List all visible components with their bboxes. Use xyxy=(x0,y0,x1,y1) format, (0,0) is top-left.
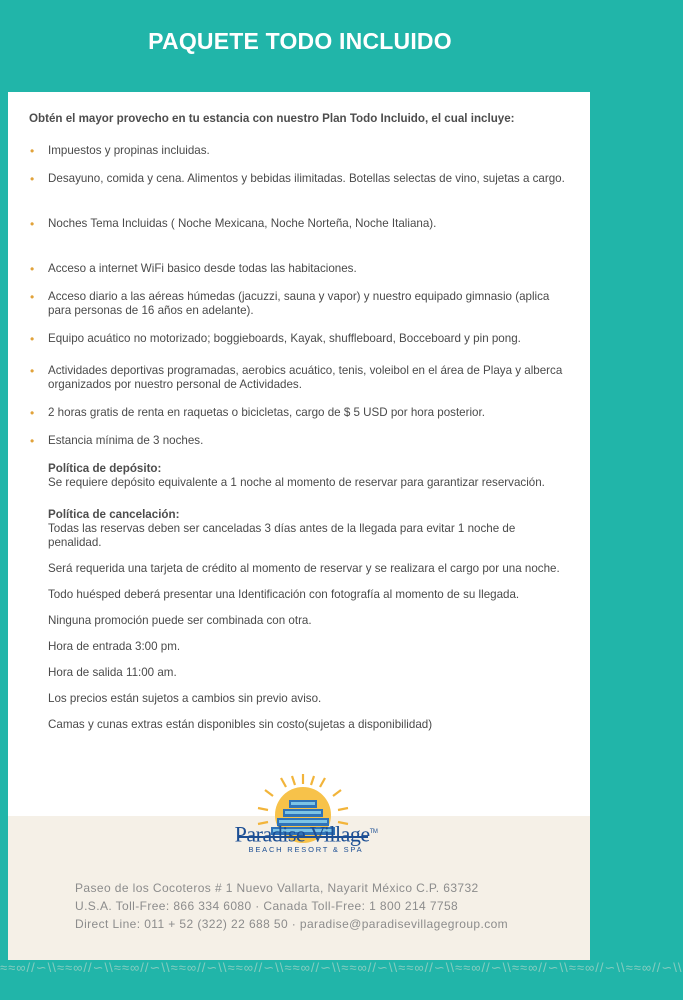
list-item: • Desayuno, comida y cena. Alimentos y bebidas ilimitadas. Botellas selectas de vino, sujetas a cargo. xyxy=(30,172,565,186)
note-item: Camas y cunas extras están disponibles sin costo(sujetas a disponibilidad) xyxy=(48,718,433,731)
content-card xyxy=(8,92,590,960)
terms-notes xyxy=(28,562,570,732)
cancellation-policy-title: Política de cancelación: xyxy=(48,508,180,521)
bullet-icon: • xyxy=(30,144,35,158)
policies xyxy=(28,462,570,550)
list-item: • Acceso diario a las aéreas húmedas (jacuzzi, sauna y vapor) y nuestro equipado gimnasio (aplica para personas de 16 años en adelante). xyxy=(30,290,550,317)
brand-name: Paradise Village xyxy=(234,821,370,847)
bullet-icon: • xyxy=(30,290,35,304)
note-item: Ninguna promoción puede ser combinada con otra. xyxy=(48,614,312,627)
list-item: • Noches Tema Incluidas ( Noche Mexicana, Noche Norteña, Noche Italiana). xyxy=(30,217,437,231)
bullet-icon: • xyxy=(30,172,35,186)
decorative-wave-pattern: ≈≈∞//∽\\≈≈∞//∽\\≈≈∞//∽\\≈≈∞//∽\\≈≈∞//∽\\≈≈∞//∽\\≈≈∞//∽\\≈≈∞//∽\\≈≈∞//∽\\≈≈∞//∽\\≈≈∞//∽\\≈≈∞//∽\\ xyxy=(0,960,683,975)
note-item: Será requerida una tarjeta de crédito al momento de reservar y se realizara el cargo por una noche. xyxy=(48,562,560,575)
package-details xyxy=(8,92,590,744)
note-item: Hora de salida 11:00 am. xyxy=(48,666,177,679)
brand-logo xyxy=(226,820,386,854)
bullet-icon: • xyxy=(30,217,35,231)
header-bar xyxy=(0,0,600,92)
note-item: Todo huésped deberá presentar una Identificación con fotografía al momento de su llegada. xyxy=(48,588,520,601)
address-line: Paseo de los Cocoteros # 1 Nuevo Vallarta, Nayarit México C.P. 63732 xyxy=(75,881,479,895)
deposit-policy-text: Se requiere depósito equivalente a 1 noche al momento de reservar para garantizar reservación. xyxy=(48,476,545,489)
list-item: • Estancia mínima de 3 noches. xyxy=(30,434,204,448)
trademark-mark: TM xyxy=(369,829,378,835)
phone-line: U.S.A. Toll-Free: 866 334 6080 · Canada Toll-Free: 1 800 214 7758 xyxy=(75,899,459,913)
deposit-policy xyxy=(48,462,570,490)
note-item: Los precios están sujetos a cambios sin previo aviso. xyxy=(48,692,322,705)
list-item: • Acceso a internet WiFi basico desde todas las habitaciones. xyxy=(30,262,357,276)
contact-info xyxy=(75,879,585,933)
intro-text: Obtén el mayor provecho en tu estancia con nuestro Plan Todo Incluido, el cual incluye: xyxy=(29,112,515,125)
bullet-icon: • xyxy=(30,364,35,378)
cancellation-policy-text: Todas las reservas deben ser canceladas 3 días antes de la llegada para evitar 1 noche de penalidad. xyxy=(48,522,516,549)
inclusions-list xyxy=(28,144,570,448)
list-item: • Equipo acuático no motorizado; boggieboards, Kayak, shuffleboard, Bocceboard y pin pong. xyxy=(30,332,521,346)
page-title: PAQUETE TODO INCLUIDO xyxy=(148,27,452,54)
direct-line: Direct Line: 011 + 52 (322) 22 688 50 · paradise@paradisevillagegroup.com xyxy=(75,917,509,931)
note-item: Hora de entrada 3:00 pm. xyxy=(48,640,181,653)
bullet-icon: • xyxy=(30,262,35,276)
list-item: • Impuestos y propinas incluidas. xyxy=(30,144,210,158)
cancellation-policy xyxy=(48,508,570,550)
list-item: • 2 horas gratis de renta en raquetas o bicicletas, cargo de $ 5 USD por hora posterior. xyxy=(30,406,485,420)
deposit-policy-title: Política de depósito: xyxy=(48,462,162,475)
list-item: • Actividades deportivas programadas, aerobics acuático, tenis, voleibol en el área de Playa y alberca organizados por nuestro personal de Actividades. xyxy=(30,364,563,391)
bullet-icon: • xyxy=(30,332,35,346)
bullet-icon: • xyxy=(30,406,35,420)
bullet-icon: • xyxy=(30,434,35,448)
brand-tagline: BEACH RESORT & SPA xyxy=(248,845,364,855)
